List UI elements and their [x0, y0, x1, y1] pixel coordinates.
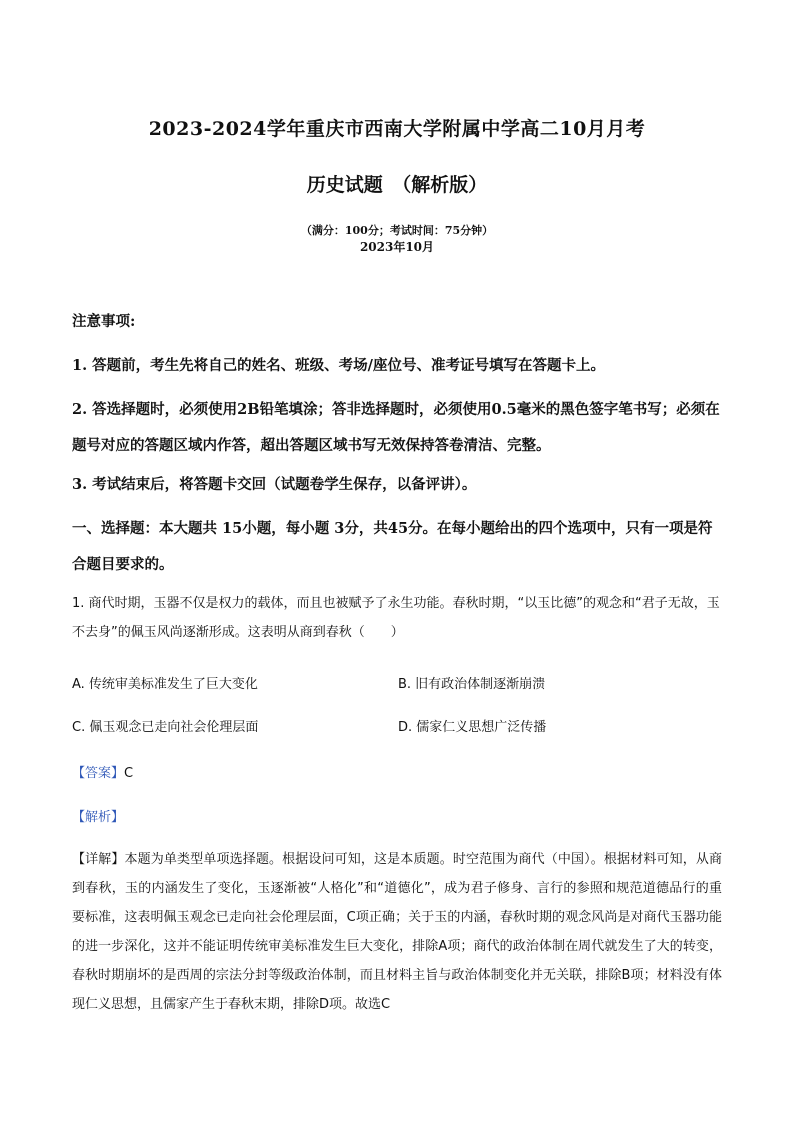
- analysis-detail: 【详解】本题为单类型单项选择题。根据设问可知，这是本质题。时空范围为商代（中国）。根据材料可知，从商到春秋，玉的内涵发生了变化，玉逐渐被“人格化”和“道德化”，成为君子修身、言行的参照和规范道德品行的重要标准，这表明佩玉观念已走向社会伦理层面，C项正确；关于玉的内涵，春秋时期的观念风尚是对商代玉器功能的进一步深化，这并不能证明传统审美标准发生巨大变化，排除A项；商代的政治体制在周代就发生了大的转变，春秋时期崩坏的是西周的宗法分封等级政治体制，而且材料主旨与政治体制变化并无关联，排除B项；材料没有体现仁义思想，且儒家产生于春秋末期，排除D项。故选C: [72, 852, 722, 1012]
- note-item-3: 3. 考试结束后，将答题卡交回（试题卷学生保存，以备评讲）。: [72, 476, 477, 493]
- notes-heading: 注意事项:: [72, 313, 136, 330]
- answer-value: C: [124, 766, 134, 781]
- note-item-1: 1. 答题前，考生先将自己的姓名、班级、考场/座位号、准考证号填写在答题卡上。: [72, 357, 605, 374]
- option-d: D. 儒家仁义思想广泛传播: [398, 720, 547, 735]
- section-heading: 一、选择题：本大题共 15小题，每小题 3分，共45分。在每小题给出的四个选项中，只有一项是符合题目要求的。: [72, 520, 713, 573]
- exam-date: 2023年10月: [359, 240, 435, 254]
- answer-line: [72, 762, 133, 781]
- option-b: B. 旧有政治体制逐渐崩溃: [398, 677, 546, 692]
- document-title: 2023-2024学年重庆市西南大学附属中学高二10月月考: [148, 118, 646, 140]
- note-item-2: 2. 答选择题时，必须使用2B铅笔填涂；答非选择题时，必须使用0.5毫米的黑色签字笔书写；必须在题号对应的答题区域内作答，超出答题区域书写无效保持答卷清洁、完整。: [72, 401, 720, 454]
- question-stem: 1. 商代时期，玉器不仅是权力的载体，而且也被赋予了永生功能。春秋时期，“以玉比德”的观念和“君子无故，玉不去身”的佩玉风尚逐渐形成。这表明从商到春秋（ ）: [72, 596, 720, 640]
- option-a: A. 传统审美标准发生了巨大变化: [72, 677, 258, 692]
- score-time-info: （满分：100分；考试时间：75分钟）: [300, 224, 494, 237]
- answer-tag: 【答案】: [72, 766, 125, 781]
- option-c: C. 佩玉观念已走向社会伦理层面: [72, 720, 259, 735]
- analysis-tag: 【解析】: [72, 810, 125, 825]
- document-subtitle: 历史试题 （解析版）: [306, 174, 488, 196]
